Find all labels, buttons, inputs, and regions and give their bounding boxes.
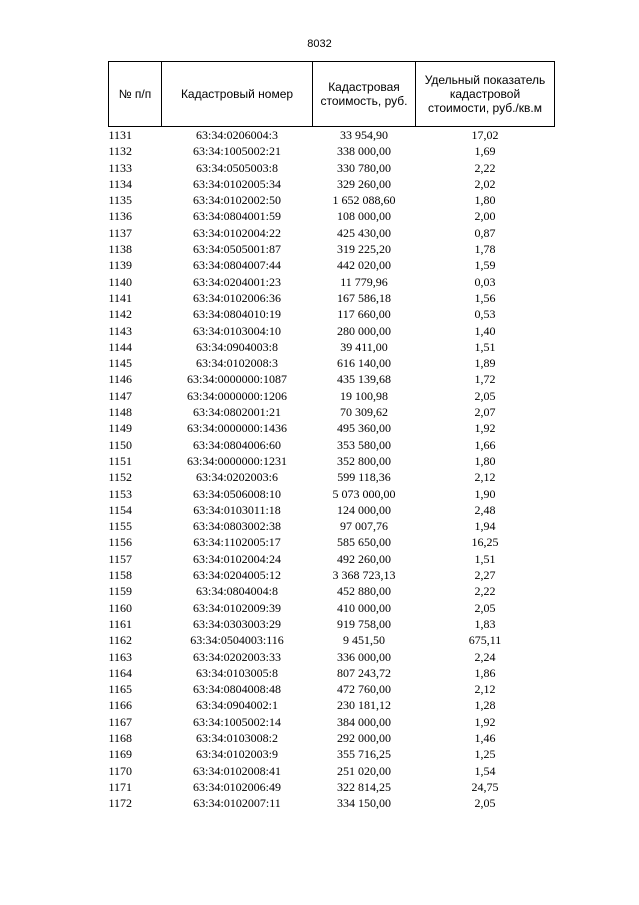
table-body <box>109 127 555 812</box>
row-number: 1154 <box>108 502 133 517</box>
specific-cost: 2,02 <box>474 176 496 191</box>
row-number: 1133 <box>108 160 133 175</box>
row-number: 1151 <box>108 453 133 468</box>
table-row <box>109 388 555 404</box>
table-row <box>109 779 555 795</box>
specific-cost: 1,66 <box>474 437 496 452</box>
cadastral-number: 63:34:0103004:10 <box>192 323 281 338</box>
row-number: 1166 <box>108 698 133 713</box>
cadastral-cost: 292 000,00 <box>337 730 391 745</box>
table-row <box>109 616 555 632</box>
specific-cost: 2,05 <box>474 388 496 403</box>
cadastral-cost: 97 007,76 <box>340 519 388 534</box>
cadastral-number: 63:34:0102004:24 <box>192 551 281 566</box>
specific-cost: 2,12 <box>474 682 496 697</box>
specific-cost: 1,51 <box>474 551 496 566</box>
specific-cost: 0,87 <box>474 225 496 240</box>
specific-cost: 16,25 <box>471 535 499 550</box>
cadastral-cost: 495 360,00 <box>337 421 391 436</box>
table-row <box>109 306 555 322</box>
row-number: 1132 <box>108 144 133 159</box>
cadastral-cost: 5 073 000,00 <box>332 486 396 501</box>
cadastral-cost: 70 309,62 <box>340 405 388 420</box>
header-kadnum: Кадастровый номер <box>162 62 313 127</box>
cadastral-number: 63:34:0102008:3 <box>195 356 278 371</box>
specific-cost: 17,02 <box>471 128 499 142</box>
specific-cost: 1,54 <box>474 763 496 778</box>
specific-cost: 2,00 <box>474 209 496 224</box>
row-number: 1147 <box>108 388 133 403</box>
table-row <box>109 534 555 550</box>
table-row <box>109 404 555 420</box>
specific-cost: 1,46 <box>474 730 496 745</box>
cadastral-number: 63:34:0804010:19 <box>192 307 281 322</box>
row-number: 1134 <box>108 176 133 191</box>
cadastral-cost: 472 760,00 <box>337 682 391 697</box>
row-number: 1137 <box>108 225 133 240</box>
table-row <box>109 453 555 469</box>
specific-cost: 24,75 <box>471 779 499 794</box>
row-number: 1143 <box>108 323 133 338</box>
row-number: 1169 <box>108 747 133 762</box>
specific-cost: 0,03 <box>474 274 496 289</box>
row-number: 1165 <box>108 682 133 697</box>
specific-cost: 1,51 <box>474 339 496 354</box>
cadastral-number: 63:34:0504003:116 <box>190 633 284 648</box>
cadastral-number: 63:34:0804001:59 <box>192 209 281 224</box>
specific-cost: 1,80 <box>474 193 496 208</box>
specific-cost: 1,78 <box>474 242 496 257</box>
cadastral-cost: 39 411,00 <box>340 339 388 354</box>
cadastral-number: 63:34:0904002:1 <box>195 698 278 713</box>
specific-cost: 2,24 <box>474 649 496 664</box>
row-number: 1141 <box>108 290 133 305</box>
row-number: 1160 <box>108 600 133 615</box>
row-number: 1149 <box>108 421 133 436</box>
cadastral-number: 63:34:0102003:9 <box>195 747 278 762</box>
row-number: 1164 <box>108 665 133 680</box>
specific-cost: 1,92 <box>474 421 496 436</box>
cadastral-number: 63:34:0803002:38 <box>192 519 281 534</box>
cadastral-cost: 11 779,96 <box>340 274 388 289</box>
cadastral-number: 63:34:0102002:50 <box>192 193 281 208</box>
cadastral-cost: 19 100,98 <box>340 388 388 403</box>
cadastral-cost: 33 954,90 <box>340 128 388 142</box>
cadastral-cost: 9 451,50 <box>343 633 385 648</box>
cadastral-cost: 322 814,25 <box>337 779 391 794</box>
table-row <box>109 567 555 583</box>
table-row <box>109 746 555 762</box>
cadastral-number: 63:34:0102007:11 <box>193 796 281 811</box>
cadastral-cost: 352 800,00 <box>337 453 391 468</box>
specific-cost: 1,59 <box>474 258 496 273</box>
row-number: 1131 <box>108 128 133 142</box>
cadastral-number: 63:34:0103008:2 <box>195 730 278 745</box>
cadastral-cost: 384 000,00 <box>337 714 391 729</box>
cadastral-cost: 330 780,00 <box>337 160 391 175</box>
cadastral-cost: 334 150,00 <box>337 796 391 811</box>
cadastral-cost: 353 580,00 <box>337 437 391 452</box>
cadastral-number: 63:34:0102005:34 <box>192 176 281 191</box>
cadastral-number: 63:34:0103011:18 <box>193 502 281 517</box>
cadastral-number: 63:34:0505001:87 <box>192 242 281 257</box>
cadastral-number: 63:34:0102004:22 <box>192 225 281 240</box>
cadastral-number: 63:34:0505003:8 <box>195 160 278 175</box>
table-row <box>109 355 555 371</box>
cadastral-number: 63:34:0506008:10 <box>192 486 281 501</box>
cadastral-number: 63:34:0000000:1231 <box>186 453 287 468</box>
specific-cost: 2,12 <box>474 470 496 485</box>
specific-cost: 1,90 <box>474 486 496 501</box>
cadastral-table <box>108 61 555 811</box>
table-row <box>109 437 555 453</box>
table-row <box>109 290 555 306</box>
cadastral-number: 63:34:0202003:6 <box>195 470 278 485</box>
specific-cost: 2,05 <box>474 796 496 811</box>
row-number: 1157 <box>108 551 133 566</box>
cadastral-cost: 599 118,36 <box>337 470 391 485</box>
table-row <box>109 730 555 746</box>
specific-cost: 1,56 <box>474 290 496 305</box>
row-number: 1172 <box>108 796 133 811</box>
cadastral-number: 63:34:0103005:8 <box>195 665 278 680</box>
cadastral-number: 63:34:0804007:44 <box>192 258 281 273</box>
table-row <box>109 502 555 518</box>
table-row <box>109 665 555 681</box>
cadastral-number: 63:34:1005002:21 <box>192 144 281 159</box>
row-number: 1155 <box>108 519 133 534</box>
header-cost: Кадастровая стоимость, руб. <box>313 62 416 127</box>
specific-cost: 2,22 <box>474 584 496 599</box>
cadastral-cost: 355 716,25 <box>337 747 391 762</box>
cadastral-number: 63:34:0303003:29 <box>192 616 281 631</box>
specific-cost: 1,72 <box>474 372 496 387</box>
cadastral-number: 63:34:0804006:60 <box>192 437 281 452</box>
cadastral-cost: 435 139,68 <box>337 372 391 387</box>
cadastral-number: 63:34:0102008:41 <box>192 763 281 778</box>
cadastral-number: 63:34:0102006:49 <box>192 779 281 794</box>
specific-cost: 1,69 <box>474 144 496 159</box>
specific-cost: 2,27 <box>474 568 496 583</box>
cadastral-number: 63:34:0102006:36 <box>192 290 281 305</box>
row-number: 1156 <box>108 535 133 550</box>
row-number: 1171 <box>108 779 133 794</box>
specific-cost: 2,07 <box>474 405 496 420</box>
specific-cost: 1,86 <box>474 665 496 680</box>
cadastral-cost: 338 000,00 <box>337 144 391 159</box>
table-row <box>109 714 555 730</box>
table-row <box>109 763 555 779</box>
table-row <box>109 583 555 599</box>
table-row <box>109 208 555 224</box>
cadastral-number: 63:34:1102005:17 <box>193 535 281 550</box>
specific-cost: 1,40 <box>474 323 496 338</box>
row-number: 1161 <box>108 616 133 631</box>
cadastral-number: 63:34:0202003:33 <box>192 649 281 664</box>
table-row <box>109 225 555 241</box>
specific-cost: 2,48 <box>474 502 496 517</box>
cadastral-cost: 1 652 088,60 <box>332 193 396 208</box>
row-number: 1170 <box>108 763 133 778</box>
cadastral-number: 63:34:0804008:48 <box>192 682 281 697</box>
table-row <box>109 795 555 811</box>
row-number: 1150 <box>108 437 133 452</box>
row-number: 1159 <box>108 584 133 599</box>
cadastral-cost: 319 225,20 <box>337 242 391 257</box>
row-number: 1163 <box>108 649 133 664</box>
specific-cost: 1,25 <box>474 747 496 762</box>
cadastral-cost: 280 000,00 <box>337 323 391 338</box>
table-row <box>109 274 555 290</box>
row-number: 1167 <box>108 714 133 729</box>
row-number: 1153 <box>108 486 133 501</box>
table-row <box>109 681 555 697</box>
table-header-row <box>109 62 555 127</box>
cadastral-cost: 452 880,00 <box>337 584 391 599</box>
cadastral-number: 63:34:0000000:1087 <box>186 372 287 387</box>
table-row <box>109 518 555 534</box>
table-row <box>109 143 555 159</box>
cadastral-cost: 230 181,12 <box>337 698 391 713</box>
cadastral-cost: 425 430,00 <box>337 225 391 240</box>
specific-cost: 1,28 <box>474 698 496 713</box>
row-number: 1139 <box>108 258 133 273</box>
specific-cost: 1,94 <box>474 519 496 534</box>
row-number: 1168 <box>108 730 133 745</box>
cadastral-cost: 3 368 723,13 <box>332 568 396 583</box>
cadastral-cost: 251 020,00 <box>337 763 391 778</box>
table-row <box>109 420 555 436</box>
table-row <box>109 632 555 648</box>
specific-cost: 675,11 <box>468 633 502 648</box>
cadastral-cost: 919 758,00 <box>337 616 391 631</box>
cadastral-cost: 585 650,00 <box>337 535 391 550</box>
cadastral-cost: 492 260,00 <box>337 551 391 566</box>
row-number: 1162 <box>108 633 133 648</box>
row-number: 1142 <box>108 307 133 322</box>
table-row <box>109 600 555 616</box>
row-number: 1138 <box>108 242 133 257</box>
row-number: 1146 <box>108 372 133 387</box>
table-row <box>109 697 555 713</box>
table-row <box>109 371 555 387</box>
cadastral-cost: 410 000,00 <box>337 600 391 615</box>
table-row <box>109 551 555 567</box>
cadastral-number: 63:34:0206004:3 <box>195 128 278 142</box>
table-row <box>109 257 555 273</box>
specific-cost: 1,92 <box>474 714 496 729</box>
row-number: 1145 <box>108 356 133 371</box>
cadastral-number: 63:34:1005002:14 <box>192 714 281 729</box>
specific-cost: 1,83 <box>474 616 496 631</box>
page-number: 8032 <box>307 38 332 50</box>
specific-cost: 1,89 <box>474 356 496 371</box>
cadastral-cost: 336 000,00 <box>337 649 391 664</box>
table-row <box>109 323 555 339</box>
cadastral-cost: 616 140,00 <box>337 356 391 371</box>
cadastral-cost: 442 020,00 <box>337 258 391 273</box>
row-number: 1135 <box>108 193 133 208</box>
specific-cost: 1,80 <box>474 453 496 468</box>
table-row <box>109 176 555 192</box>
table-row <box>109 127 555 144</box>
table-row <box>109 649 555 665</box>
cadastral-cost: 807 243,72 <box>337 665 391 680</box>
cadastral-cost: 108 000,00 <box>337 209 391 224</box>
row-number: 1136 <box>108 209 133 224</box>
cadastral-number: 63:34:0904003:8 <box>195 339 278 354</box>
cadastral-number: 63:34:0000000:1436 <box>186 421 287 436</box>
header-spec: Удельный показатель кадастровой стоимости, руб./кв.м <box>416 62 555 127</box>
table-row <box>109 160 555 176</box>
cadastral-cost: 124 000,00 <box>337 502 391 517</box>
cadastral-cost: 167 586,18 <box>337 290 391 305</box>
header-num: № п/п <box>109 62 162 127</box>
row-number: 1158 <box>108 568 133 583</box>
cadastral-number: 63:34:0000000:1206 <box>186 388 287 403</box>
specific-cost: 2,05 <box>474 600 496 615</box>
cadastral-number: 63:34:0804004:8 <box>195 584 278 599</box>
row-number: 1144 <box>108 339 133 354</box>
cadastral-number: 63:34:0802001:21 <box>192 405 281 420</box>
cadastral-number: 63:34:0204001:23 <box>192 274 281 289</box>
cadastral-number: 63:34:0102009:39 <box>192 600 281 615</box>
table-row <box>109 339 555 355</box>
specific-cost: 0,53 <box>474 307 496 322</box>
cadastral-cost: 117 660,00 <box>337 307 391 322</box>
cadastral-cost: 329 260,00 <box>337 176 391 191</box>
table-row <box>109 241 555 257</box>
row-number: 1140 <box>108 274 133 289</box>
table-row <box>109 192 555 208</box>
row-number: 1152 <box>108 470 133 485</box>
specific-cost: 2,22 <box>474 160 496 175</box>
table-row <box>109 469 555 485</box>
row-number: 1148 <box>108 405 133 420</box>
table-row <box>109 486 555 502</box>
cadastral-number: 63:34:0204005:12 <box>192 568 281 583</box>
